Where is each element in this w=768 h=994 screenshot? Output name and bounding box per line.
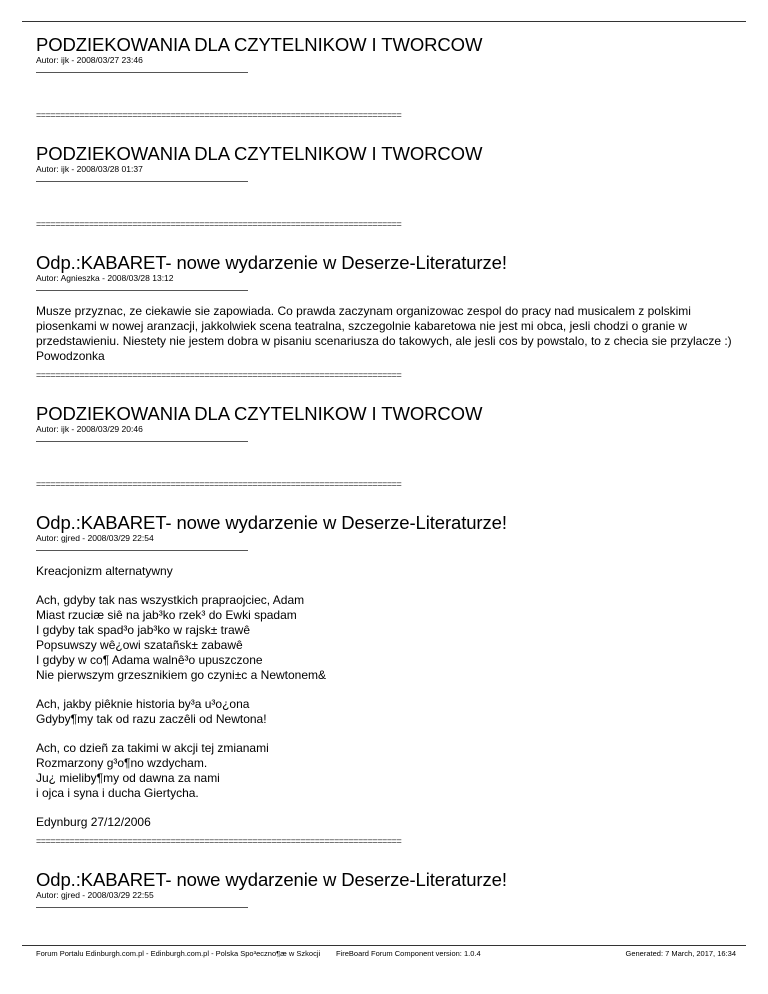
post-paragraph: Musze przyznac, ze ciekawie sie zapowiada. Co prawda zaczynam organizowac zespol do pracy nad musicalem z polskimi piosenkami w nowej aranzacji, jakkolwiek scena teatralna, szczegolnie kabaretowa nie jest mi obca, jesli chodzi o granie w przedstawieniu. Niestety nie jestem dobra w pisaniu scenariusza do takowych, ale jesli cos by powstalo, to z checia sie przylacze :) Powodzonka bbox=[36, 304, 732, 363]
post-author-date: Autor: Agnieszka - 2008/03/28 13:12 bbox=[36, 273, 174, 283]
post-author-date: Autor: ijk - 2008/03/27 23:46 bbox=[36, 55, 143, 65]
footer-rule bbox=[22, 945, 746, 946]
forum-post bbox=[36, 144, 736, 229]
post-title: Odp.:KABARET- nowe wydarzenie w Deserze-Literaturze! bbox=[36, 869, 507, 890]
posts-list bbox=[36, 35, 736, 939]
post-separator: ============================================================================ bbox=[36, 836, 402, 846]
footer-site-name: Forum Portalu Edinburgh.com.pl - Edinburgh.com.pl - Polska Spo³eczno¶æ w Szkocji bbox=[36, 949, 321, 958]
meta-divider bbox=[36, 441, 248, 442]
forum-post bbox=[36, 404, 736, 489]
forum-post bbox=[36, 253, 736, 380]
meta-divider bbox=[36, 181, 248, 182]
post-paragraph: Ach, jakby piêknie historia by³a u³o¿ona Gdyby¶my tak od razu zaczêli od Newtona! bbox=[36, 697, 267, 726]
post-title: PODZIEKOWANIA DLA CZYTELNIKOW I TWORCOW bbox=[36, 34, 483, 55]
forum-post bbox=[36, 513, 736, 846]
post-author-date: Autor: gjred - 2008/03/29 22:54 bbox=[36, 533, 154, 543]
forum-post bbox=[36, 870, 736, 939]
post-separator: ============================================================================ bbox=[36, 110, 402, 120]
meta-divider bbox=[36, 72, 248, 73]
post-author-date: Autor: ijk - 2008/03/29 20:46 bbox=[36, 424, 143, 434]
top-rule bbox=[22, 21, 746, 22]
post-body bbox=[36, 456, 736, 473]
forum-post bbox=[36, 35, 736, 120]
post-separator: ============================================================================ bbox=[36, 479, 402, 489]
post-paragraph: Ach, gdyby tak nas wszystkich prapraojciec, Adam Miast rzuciæ siê na jab³ko rzek³ do Ewki spadam I gdyby tak spad³o jab³ko w rajsk± trawê Popsuwszy wê¿owi szatañsk± zabawê I gdyby w co¶ Adama walnê³o upuszczone Nie pierwszym grzesznikiem go czyni±c a Newtonem& bbox=[36, 593, 327, 682]
post-paragraph: Kreacjonizm alternatywny bbox=[36, 564, 173, 578]
footer-component-version: FireBoard Forum Component version: 1.0.4 bbox=[336, 949, 481, 958]
post-body bbox=[36, 196, 736, 213]
post-paragraph: Edynburg 27/12/2006 bbox=[36, 815, 151, 829]
post-title: Odp.:KABARET- nowe wydarzenie w Deserze-Literaturze! bbox=[36, 512, 507, 533]
post-body bbox=[36, 304, 736, 364]
post-paragraph: Ach, co dzieñ za takimi w akcji tej zmianami Rozmarzony g³o¶no wzdycham. Ju¿ mieliby¶my od dawna za nami i ojca i syna i ducha Giertycha. bbox=[36, 741, 269, 800]
post-body bbox=[36, 87, 736, 104]
post-title: PODZIEKOWANIA DLA CZYTELNIKOW I TWORCOW bbox=[36, 403, 483, 424]
post-author-date: Autor: gjred - 2008/03/29 22:55 bbox=[36, 890, 154, 900]
post-author-date: Autor: ijk - 2008/03/28 01:37 bbox=[36, 164, 143, 174]
post-body bbox=[36, 564, 736, 830]
post-body bbox=[36, 922, 736, 939]
footer-generated-date: Generated: 7 March, 2017, 16:34 bbox=[625, 949, 736, 958]
meta-divider bbox=[36, 550, 248, 551]
post-title: Odp.:KABARET- nowe wydarzenie w Deserze-Literaturze! bbox=[36, 252, 507, 273]
post-separator: ============================================================================ bbox=[36, 219, 402, 229]
meta-divider bbox=[36, 907, 248, 908]
meta-divider bbox=[36, 290, 248, 291]
post-separator: ============================================================================ bbox=[36, 370, 402, 380]
post-title: PODZIEKOWANIA DLA CZYTELNIKOW I TWORCOW bbox=[36, 143, 483, 164]
